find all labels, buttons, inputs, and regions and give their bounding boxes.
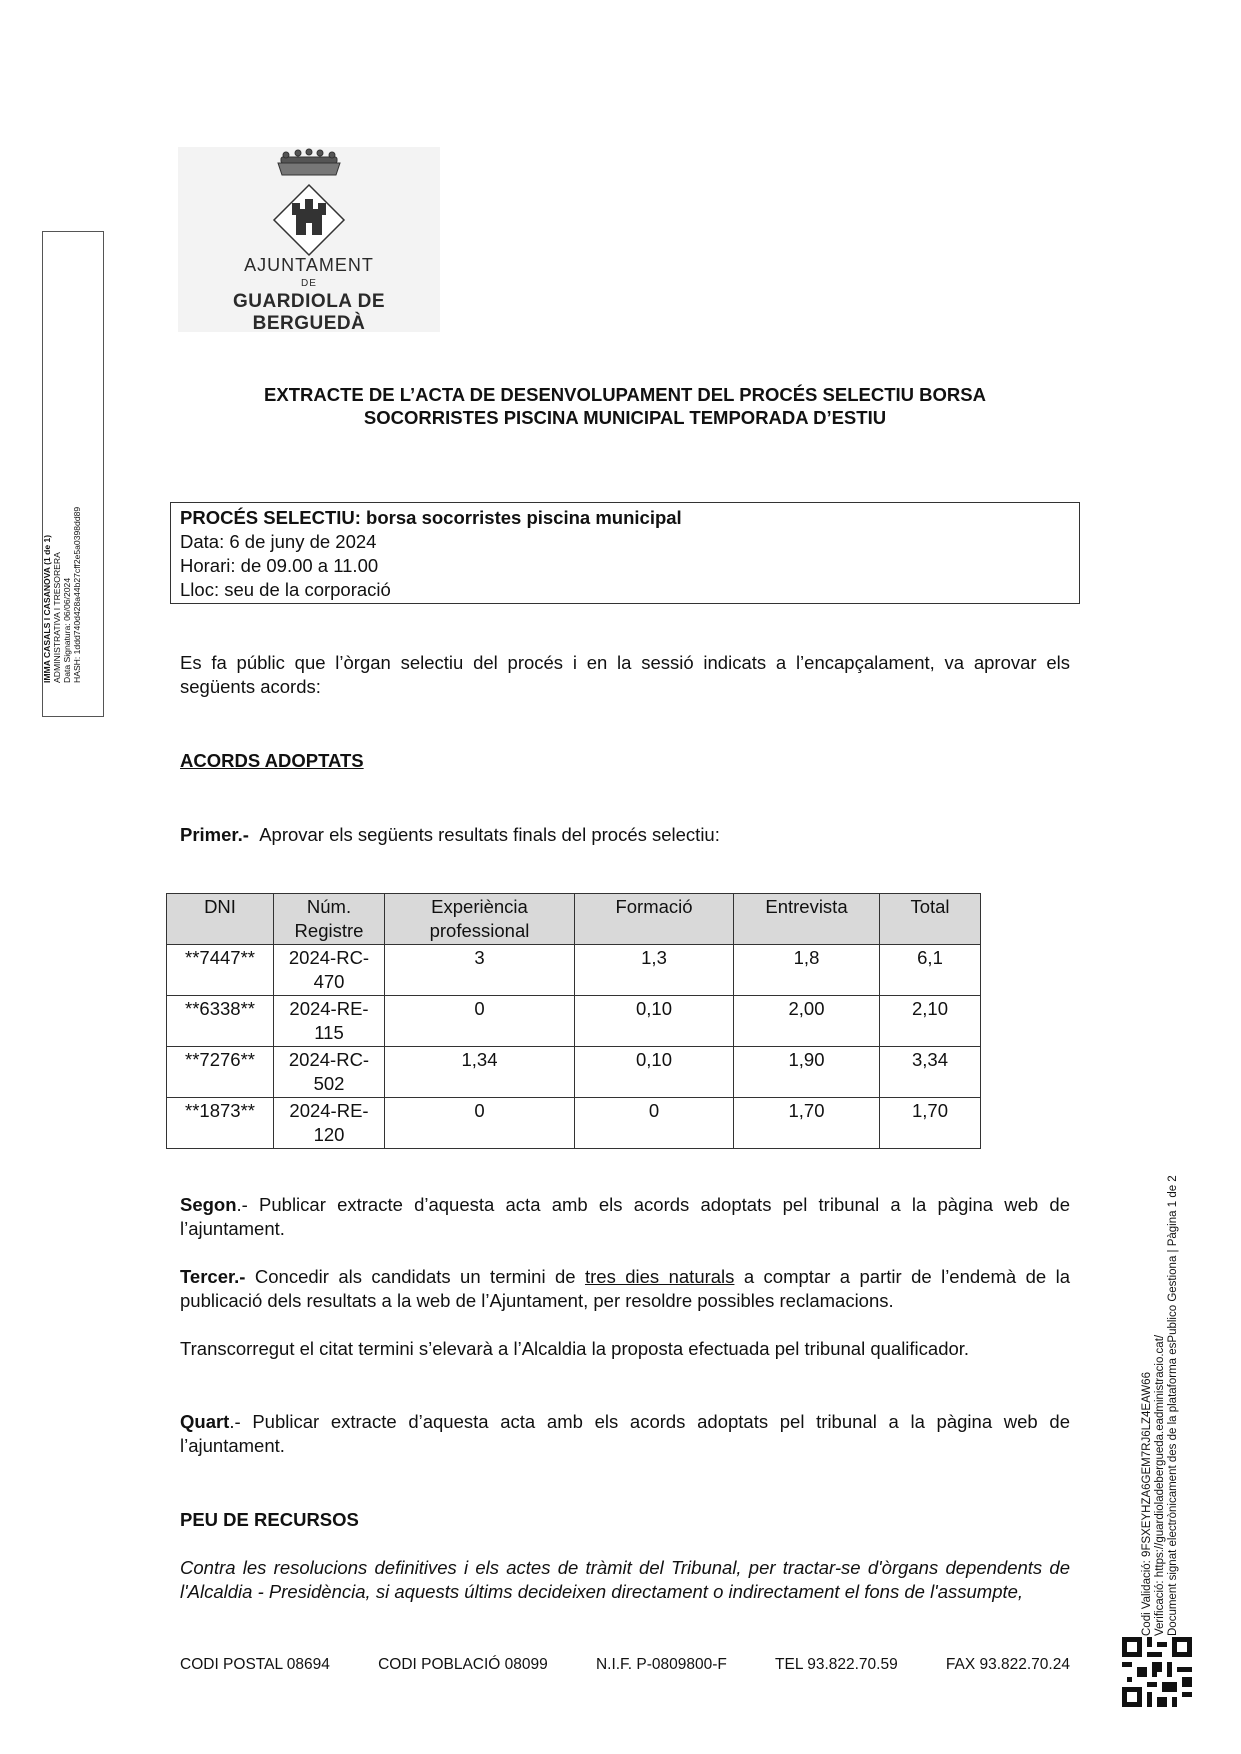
segon-label: Segon bbox=[180, 1194, 237, 1215]
tercer-paragraph bbox=[180, 1265, 1070, 1313]
quart-text: .- Publicar extracte d’aquesta acta amb els acords adoptats pel tribunal a la pàgina web de l’ajuntament. bbox=[180, 1411, 1070, 1456]
cell-total: 1,70 bbox=[880, 1098, 981, 1149]
cell-experiencia: 0 bbox=[385, 996, 575, 1047]
table-row bbox=[167, 1098, 981, 1149]
signature-text bbox=[42, 263, 102, 683]
col-header-dni: DNI bbox=[167, 894, 274, 945]
primer-label: Primer.- bbox=[180, 824, 249, 845]
cell-experiencia: 0 bbox=[385, 1098, 575, 1149]
footer-tel: TEL 93.822.70.59 bbox=[775, 1656, 898, 1673]
process-place: Lloc: seu de la corporació bbox=[180, 579, 391, 600]
tercer-text-b: a comptar a partir de l’endemà de la publicació dels resultats a la web de l’Ajuntament, per resoldre possibles reclamacions. bbox=[180, 1266, 1070, 1311]
col-header-entrevista: Entrevista bbox=[734, 894, 880, 945]
intro-paragraph: Es fa públic que l’òrgan selectiu del procés i en la sessió indicats a l’encapçalament, va aprovar els següents acords: bbox=[180, 652, 1070, 697]
signer-role: ADMINISTRATIVA I TRESORERA bbox=[52, 552, 62, 683]
cell-experiencia: 3 bbox=[385, 945, 575, 996]
cell-registre: 2024-RC-502 bbox=[274, 1047, 385, 1098]
qr-code-icon bbox=[1122, 1637, 1192, 1707]
tercer-label: Tercer.- bbox=[180, 1266, 246, 1287]
cell-entrevista: 1,70 bbox=[734, 1098, 880, 1149]
cell-dni: **7447** bbox=[167, 945, 274, 996]
process-date: Data: 6 de juny de 2024 bbox=[180, 531, 377, 552]
signature-hash: HASH: 1ddd740d428a44b27cff2e5a0398dd89 bbox=[72, 506, 82, 683]
cell-total: 6,1 bbox=[880, 945, 981, 996]
col-header-total: Total bbox=[880, 894, 981, 945]
quart-label: Quart bbox=[180, 1411, 230, 1432]
results-table bbox=[166, 893, 981, 1149]
footer-postal-code: CODI POSTAL 08694 bbox=[180, 1656, 330, 1673]
footer-fax: FAX 93.822.70.24 bbox=[945, 1656, 1070, 1673]
cell-total: 3,34 bbox=[880, 1047, 981, 1098]
process-info-box bbox=[170, 502, 1080, 604]
peu-heading: PEU DE RECURSOS bbox=[180, 1509, 359, 1530]
document-title bbox=[180, 383, 1070, 429]
transcorregut-paragraph: Transcorregut el citat termini s’elevarà a l’Alcaldia la proposta efectuada pel tribunal qualificador. bbox=[180, 1338, 970, 1359]
cell-formacio: 0 bbox=[575, 1098, 734, 1149]
coat-of-arms-icon bbox=[178, 147, 440, 257]
cell-formacio: 0,10 bbox=[575, 1047, 734, 1098]
acords-heading: ACORDS ADOPTATS bbox=[180, 750, 364, 771]
cell-total: 2,10 bbox=[880, 996, 981, 1047]
table-row bbox=[167, 945, 981, 996]
quart-paragraph bbox=[180, 1410, 1070, 1458]
cell-entrevista: 1,90 bbox=[734, 1047, 880, 1098]
platform-page-info: Document signat electrònicament des de la plataforma esPublico Gestiona | Pàgina 1 de 2 bbox=[1167, 1175, 1179, 1636]
table-row bbox=[167, 996, 981, 1047]
process-hours: Horari: de 09.00 a 11.00 bbox=[180, 555, 379, 576]
cell-dni: **1873** bbox=[167, 1098, 274, 1149]
primer-text: Aprovar els següents resultats finals del procés selectiu: bbox=[259, 824, 720, 845]
segon-paragraph bbox=[180, 1193, 1070, 1241]
primer-paragraph bbox=[180, 823, 1070, 847]
table-row bbox=[167, 1047, 981, 1098]
logo-line-de: DE bbox=[301, 278, 317, 289]
verification-url[interactable]: Verificació: https://guardioladebergueda.eadministracio.cat/ bbox=[1154, 1334, 1166, 1636]
municipal-logo bbox=[178, 147, 440, 332]
logo-line-ajuntament: AJUNTAMENT bbox=[244, 255, 374, 275]
cell-entrevista: 2,00 bbox=[734, 996, 880, 1047]
col-header-formacio: Formació bbox=[575, 894, 734, 945]
page-footer bbox=[180, 1656, 1070, 1674]
cell-registre: 2024-RE-115 bbox=[274, 996, 385, 1047]
cell-dni: **6338** bbox=[167, 996, 274, 1047]
col-header-experiencia: Experiència professional bbox=[385, 894, 575, 945]
title-line-1: EXTRACTE DE L’ACTA DE DESENVOLUPAMENT DEL PROCÉS SELECTIU BORSA bbox=[264, 384, 986, 405]
logo-line-municipality: GUARDIOLA DE BERGUEDÀ bbox=[232, 291, 386, 334]
validation-code: Codi Validació: 9FSXEYHZA6GEM7RJ6LZ4EAW66 bbox=[1141, 1372, 1153, 1636]
footer-nif: N.I.F. P-0809800-F bbox=[595, 1656, 727, 1673]
segon-text: .- Publicar extracte d’aquesta acta amb els acords adoptats pel tribunal a la pàgina web de l’ajuntament. bbox=[180, 1194, 1070, 1239]
cell-formacio: 1,3 bbox=[575, 945, 734, 996]
verification-text bbox=[1141, 1116, 1191, 1636]
table-header-row bbox=[167, 894, 981, 945]
cell-entrevista: 1,8 bbox=[734, 945, 880, 996]
cell-registre: 2024-RE-120 bbox=[274, 1098, 385, 1149]
cell-experiencia: 1,34 bbox=[385, 1047, 575, 1098]
tercer-text-a: Concedir als candidats un termini de bbox=[245, 1266, 585, 1287]
cell-dni: **7276** bbox=[167, 1047, 274, 1098]
signer-name: IMMA CASALS I CASANOVA (1 de 1) bbox=[42, 534, 52, 683]
col-header-registre: Núm. Registre bbox=[274, 894, 385, 945]
footer-poblacio-code: CODI POBLACIÓ 08099 bbox=[378, 1656, 548, 1673]
title-line-2: SOCORRISTES PISCINA MUNICIPAL TEMPORADA D’ESTIU bbox=[363, 407, 887, 428]
tercer-underlined: tres dies naturals bbox=[584, 1266, 735, 1287]
cell-formacio: 0,10 bbox=[575, 996, 734, 1047]
signature-date: Data Signatura: 06/06/2024 bbox=[62, 577, 72, 683]
cell-registre: 2024-RC-470 bbox=[274, 945, 385, 996]
process-heading: PROCÉS SELECTIU: borsa socorristes piscina municipal bbox=[180, 507, 682, 528]
peu-paragraph: Contra les resolucions definitives i els actes de tràmit del Tribunal, per tractar-se d'òrgans dependents de l'Alcaldia - Presidència, si aquests últims decideixen directament o indirectament el fons de l'assumpte, bbox=[180, 1557, 1070, 1602]
